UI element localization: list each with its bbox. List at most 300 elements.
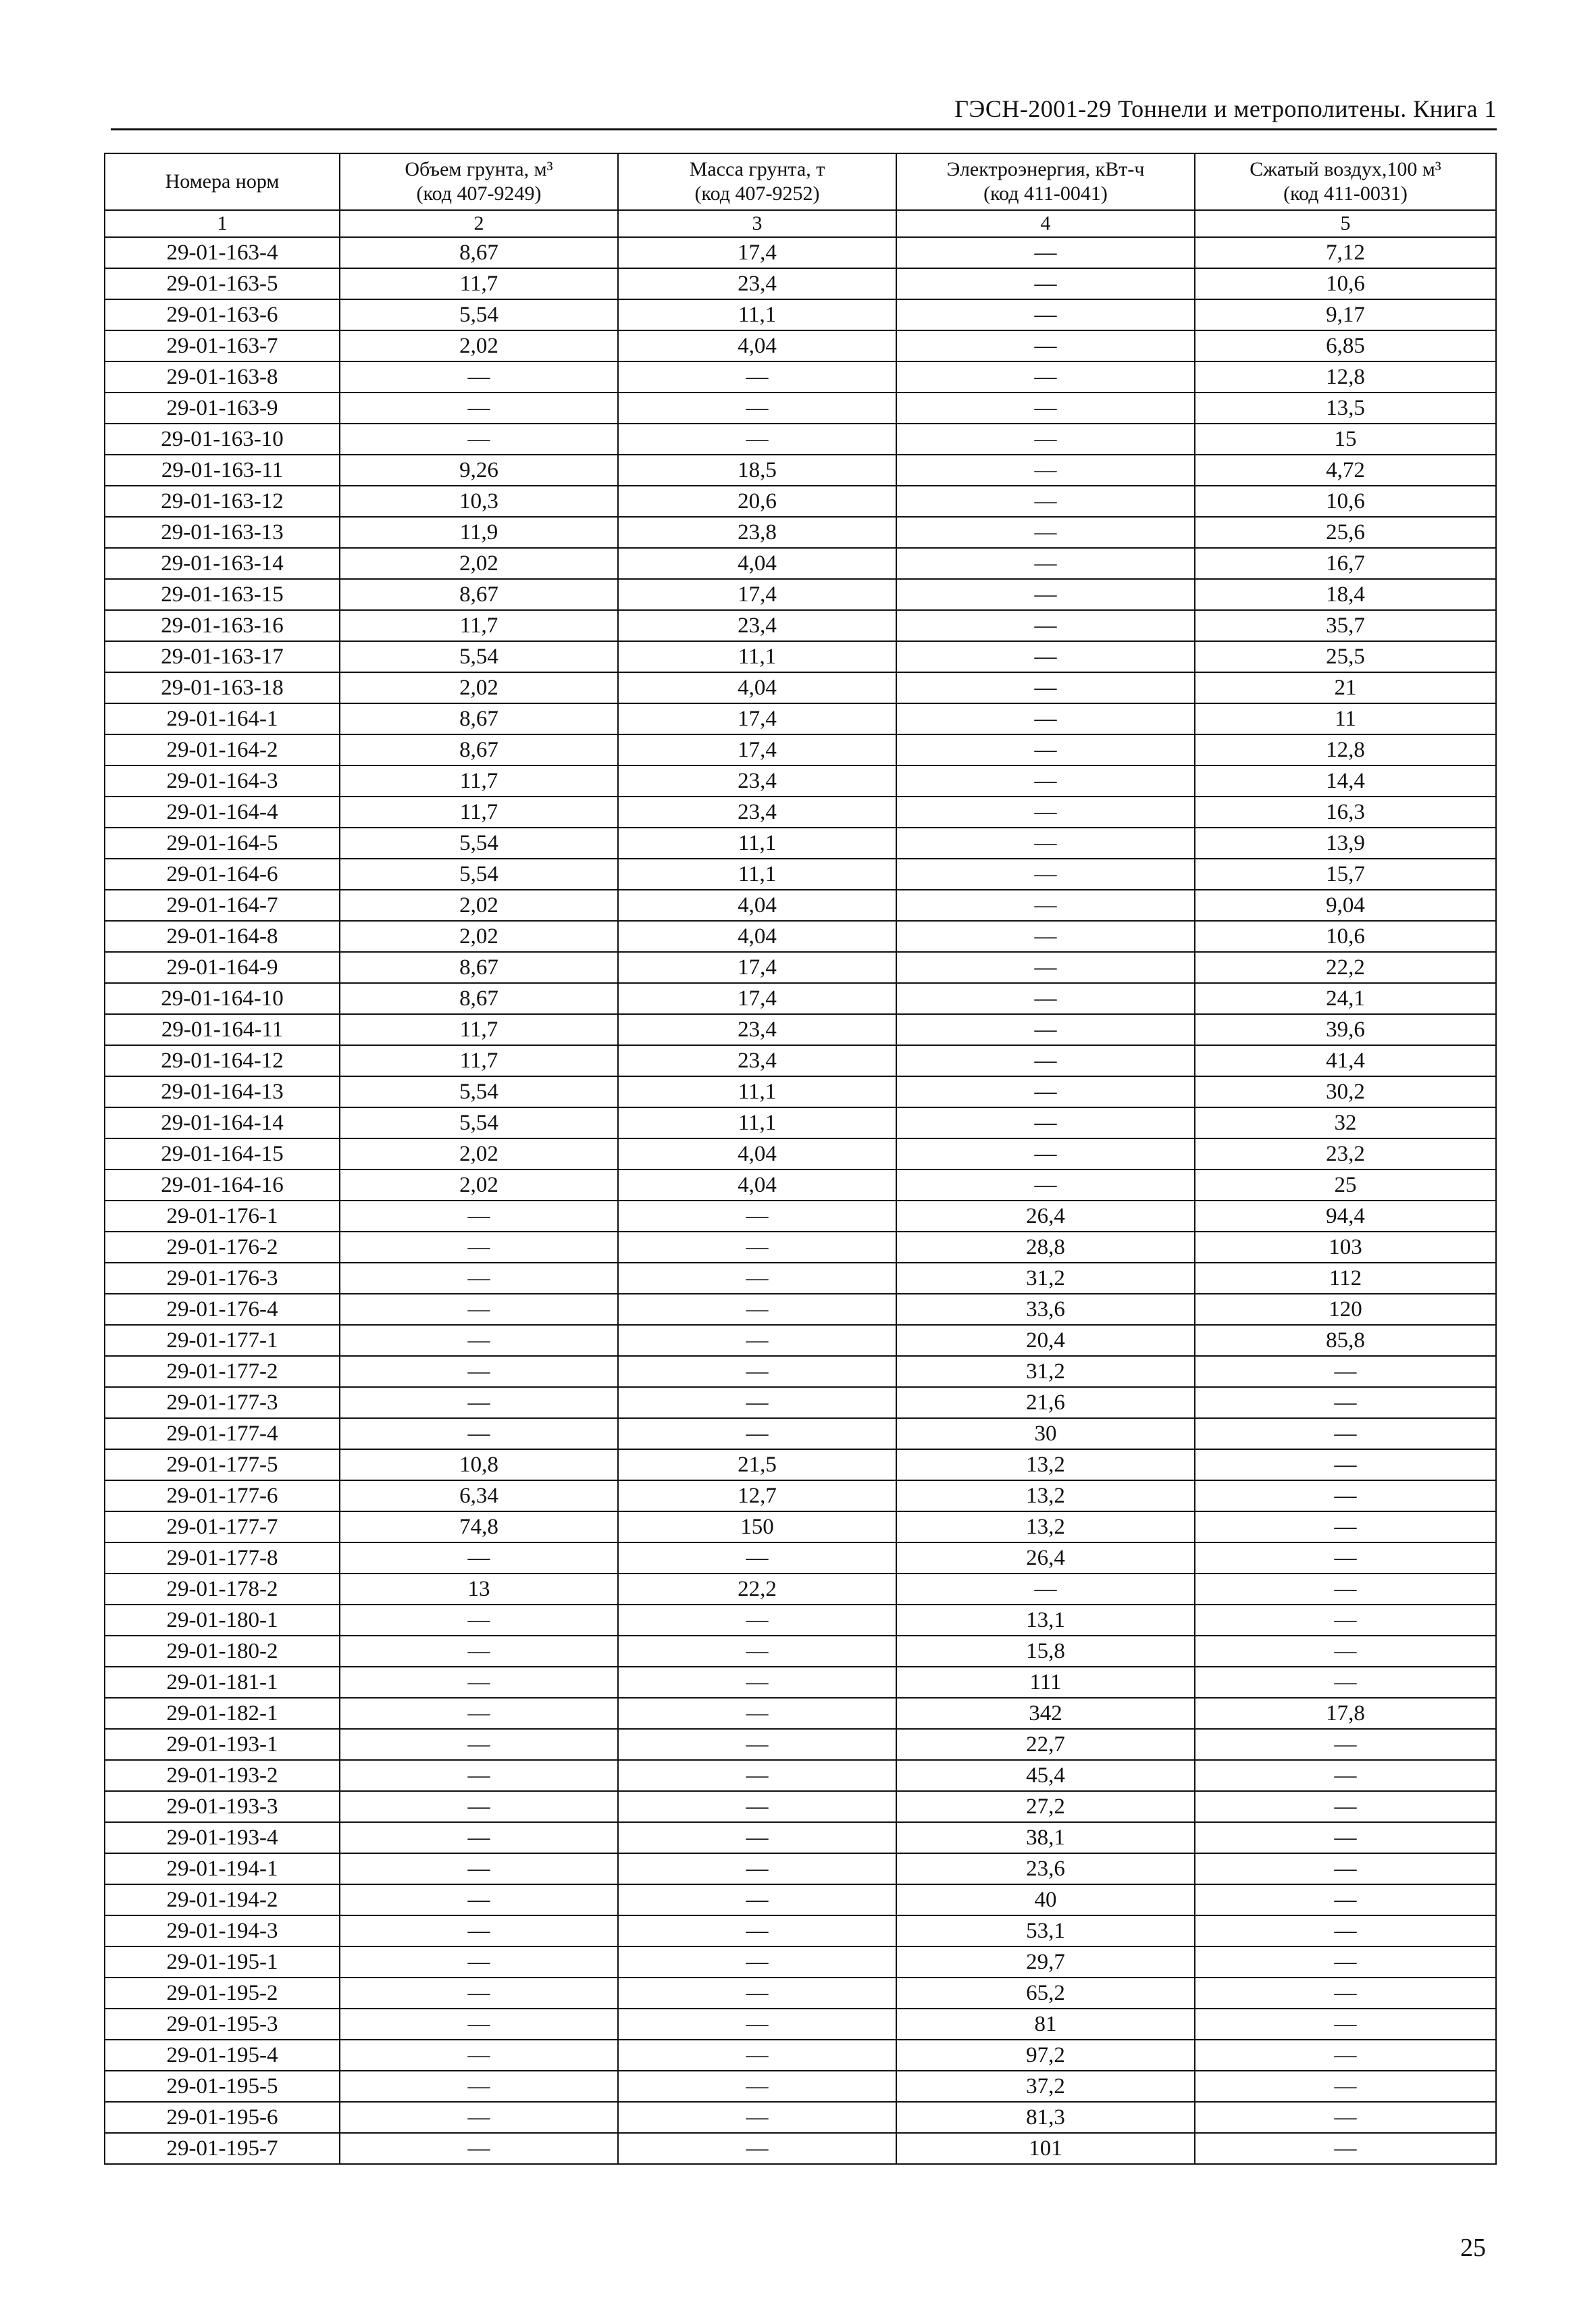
electricity-cell: 29,7 [896, 1946, 1195, 1978]
norm-number-cell: 29-01-181-1 [105, 1667, 340, 1698]
soil-mass-cell: — [618, 1325, 896, 1356]
soil-mass-cell: — [618, 2133, 896, 2164]
electricity-cell: 22,7 [896, 1729, 1195, 1760]
soil-mass-cell: 4,04 [618, 548, 896, 579]
table-row [105, 1325, 1496, 1356]
table-row [105, 1201, 1496, 1232]
compressed-air-cell: 18,4 [1195, 579, 1496, 610]
column-number: 4 [896, 210, 1195, 237]
soil-mass-cell: — [618, 1946, 896, 1978]
electricity-cell: 13,1 [896, 1605, 1195, 1636]
table-row [105, 1356, 1496, 1387]
norm-number-cell: 29-01-164-2 [105, 734, 340, 765]
soil-volume-cell: 2,02 [340, 1169, 618, 1201]
soil-volume-cell: — [340, 1791, 618, 1822]
table-row [105, 1760, 1496, 1791]
soil-volume-cell: 5,54 [340, 1107, 618, 1138]
soil-mass-cell: — [618, 1884, 896, 1915]
electricity-cell: — [896, 703, 1195, 734]
compressed-air-cell: — [1195, 1511, 1496, 1542]
soil-mass-cell: 150 [618, 1511, 896, 1542]
table-row [105, 1449, 1496, 1480]
soil-mass-cell: — [618, 2102, 896, 2133]
compressed-air-cell: 17,8 [1195, 1698, 1496, 1729]
compressed-air-cell: 12,8 [1195, 361, 1496, 393]
compressed-air-cell: 15 [1195, 424, 1496, 455]
norm-number-cell: 29-01-163-11 [105, 455, 340, 486]
norm-number-cell: 29-01-195-2 [105, 1978, 340, 2009]
soil-mass-cell: 20,6 [618, 486, 896, 517]
soil-volume-cell: 10,8 [340, 1449, 618, 1480]
soil-volume-cell: 8,67 [340, 703, 618, 734]
norm-number-cell: 29-01-194-1 [105, 1853, 340, 1884]
soil-mass-cell: — [618, 424, 896, 455]
electricity-cell: 21,6 [896, 1387, 1195, 1418]
norm-number-cell: 29-01-195-6 [105, 2102, 340, 2133]
table-row [105, 1138, 1496, 1169]
soil-mass-cell: — [618, 1729, 896, 1760]
soil-mass-cell: 23,4 [618, 765, 896, 797]
electricity-cell: 45,4 [896, 1760, 1195, 1791]
soil-volume-cell: 11,7 [340, 610, 618, 641]
norm-number-cell: 29-01-164-14 [105, 1107, 340, 1138]
norm-number-cell: 29-01-180-1 [105, 1605, 340, 1636]
column-header-line1: Сжатый воздух,100 м³ [1250, 158, 1441, 180]
norm-number-cell: 29-01-194-2 [105, 1884, 340, 1915]
table-row [105, 299, 1496, 330]
soil-volume-cell: — [340, 1760, 618, 1791]
soil-volume-cell: — [340, 2071, 618, 2102]
norm-number-cell: 29-01-164-10 [105, 983, 340, 1014]
table-row [105, 1511, 1496, 1542]
electricity-cell: — [896, 486, 1195, 517]
soil-mass-cell: 22,2 [618, 1574, 896, 1605]
soil-volume-cell: 8,67 [340, 734, 618, 765]
norm-number-cell: 29-01-163-17 [105, 641, 340, 672]
compressed-air-cell: — [1195, 1449, 1496, 1480]
soil-volume-cell: — [340, 1667, 618, 1698]
norm-number-cell: 29-01-177-1 [105, 1325, 340, 1356]
table-row [105, 1667, 1496, 1698]
soil-volume-cell: — [340, 1294, 618, 1325]
soil-mass-cell: — [618, 1418, 896, 1449]
table-row [105, 1169, 1496, 1201]
soil-mass-cell: — [618, 1667, 896, 1698]
norm-number-cell: 29-01-176-2 [105, 1232, 340, 1263]
column-header-compressed-air [1195, 153, 1496, 210]
compressed-air-cell: 120 [1195, 1294, 1496, 1325]
compressed-air-cell: — [1195, 1729, 1496, 1760]
norm-number-cell: 29-01-193-2 [105, 1760, 340, 1791]
column-header-line2: (код 407-9249) [416, 182, 542, 205]
table-row [105, 1076, 1496, 1107]
table-row [105, 1822, 1496, 1853]
compressed-air-cell: 10,6 [1195, 921, 1496, 952]
norm-number-cell: 29-01-164-15 [105, 1138, 340, 1169]
soil-mass-cell: 17,4 [618, 703, 896, 734]
table-row [105, 983, 1496, 1014]
soil-volume-cell: — [340, 2133, 618, 2164]
soil-mass-cell: 21,5 [618, 1449, 896, 1480]
soil-mass-cell: — [618, 1853, 896, 1884]
soil-volume-cell: 2,02 [340, 890, 618, 921]
table-row [105, 579, 1496, 610]
compressed-air-cell: — [1195, 2133, 1496, 2164]
soil-mass-cell: 17,4 [618, 734, 896, 765]
table-row [105, 486, 1496, 517]
table-row [105, 1480, 1496, 1511]
compressed-air-cell: — [1195, 1822, 1496, 1853]
compressed-air-cell: 25,6 [1195, 517, 1496, 548]
table-row [105, 393, 1496, 424]
norm-number-cell: 29-01-164-9 [105, 952, 340, 983]
soil-volume-cell: 10,3 [340, 486, 618, 517]
electricity-cell: 28,8 [896, 1232, 1195, 1263]
soil-mass-cell: — [618, 1387, 896, 1418]
soil-mass-cell: 17,4 [618, 952, 896, 983]
compressed-air-cell: 14,4 [1195, 765, 1496, 797]
soil-volume-cell: — [340, 393, 618, 424]
electricity-cell: — [896, 424, 1195, 455]
norms-table [104, 153, 1497, 2165]
electricity-cell: — [896, 455, 1195, 486]
table-row [105, 1946, 1496, 1978]
table-row [105, 1232, 1496, 1263]
column-header-line2: (код 411-0041) [983, 182, 1108, 205]
compressed-air-cell: 39,6 [1195, 1014, 1496, 1045]
norm-number-cell: 29-01-163-12 [105, 486, 340, 517]
electricity-cell: 33,6 [896, 1294, 1195, 1325]
norm-number-cell: 29-01-164-13 [105, 1076, 340, 1107]
soil-mass-cell: 23,8 [618, 517, 896, 548]
soil-mass-cell: — [618, 1201, 896, 1232]
soil-volume-cell: 5,54 [340, 299, 618, 330]
norm-number-cell: 29-01-177-2 [105, 1356, 340, 1387]
soil-volume-cell: 2,02 [340, 330, 618, 361]
table-row [105, 1418, 1496, 1449]
soil-volume-cell: — [340, 1946, 618, 1978]
table-row [105, 1294, 1496, 1325]
table-row [105, 268, 1496, 299]
electricity-cell: — [896, 299, 1195, 330]
compressed-air-cell: 21 [1195, 672, 1496, 703]
soil-mass-cell: 23,4 [618, 268, 896, 299]
soil-volume-cell: 11,7 [340, 1045, 618, 1076]
column-number: 5 [1195, 210, 1496, 237]
soil-volume-cell: — [340, 1822, 618, 1853]
electricity-cell: — [896, 952, 1195, 983]
table-row [105, 1014, 1496, 1045]
electricity-cell: — [896, 797, 1195, 828]
soil-volume-cell: 11,9 [340, 517, 618, 548]
soil-volume-cell: — [340, 1636, 618, 1667]
soil-volume-cell: — [340, 1387, 618, 1418]
table-row [105, 2133, 1496, 2164]
norm-number-cell: 29-01-163-10 [105, 424, 340, 455]
soil-volume-cell: — [340, 1542, 618, 1574]
soil-volume-cell: 2,02 [340, 548, 618, 579]
electricity-cell: — [896, 1107, 1195, 1138]
electricity-cell: 31,2 [896, 1356, 1195, 1387]
electricity-cell: 20,4 [896, 1325, 1195, 1356]
soil-volume-cell: 5,54 [340, 859, 618, 890]
table-row [105, 765, 1496, 797]
table-row [105, 1107, 1496, 1138]
soil-volume-cell: 11,7 [340, 268, 618, 299]
electricity-cell: — [896, 268, 1195, 299]
compressed-air-cell: 4,72 [1195, 455, 1496, 486]
table-header-row [105, 153, 1496, 210]
header-rule [111, 128, 1497, 130]
table-row [105, 1915, 1496, 1946]
norm-number-cell: 29-01-164-4 [105, 797, 340, 828]
compressed-air-cell: 9,17 [1195, 299, 1496, 330]
compressed-air-cell: 7,12 [1195, 237, 1496, 268]
table-row [105, 890, 1496, 921]
norm-number-cell: 29-01-193-4 [105, 1822, 340, 1853]
norm-number-cell: 29-01-163-13 [105, 517, 340, 548]
electricity-cell: — [896, 1045, 1195, 1076]
soil-volume-cell: — [340, 2009, 618, 2040]
norm-number-cell: 29-01-163-5 [105, 268, 340, 299]
electricity-cell: — [896, 983, 1195, 1014]
table-row [105, 548, 1496, 579]
table-row [105, 703, 1496, 734]
soil-mass-cell: — [618, 1232, 896, 1263]
compressed-air-cell: 30,2 [1195, 1076, 1496, 1107]
compressed-air-cell: 16,7 [1195, 548, 1496, 579]
compressed-air-cell: 25,5 [1195, 641, 1496, 672]
table-row [105, 921, 1496, 952]
table-row [105, 424, 1496, 455]
soil-volume-cell: — [340, 1853, 618, 1884]
soil-mass-cell: 4,04 [618, 921, 896, 952]
column-number-row [105, 210, 1496, 237]
table-row [105, 1791, 1496, 1822]
table-row [105, 1636, 1496, 1667]
soil-mass-cell: — [618, 1294, 896, 1325]
compressed-air-cell: 32 [1195, 1107, 1496, 1138]
norm-number-cell: 29-01-177-6 [105, 1480, 340, 1511]
compressed-air-cell: 16,3 [1195, 797, 1496, 828]
compressed-air-cell: — [1195, 2102, 1496, 2133]
soil-mass-cell: 23,4 [618, 1045, 896, 1076]
norm-number-cell: 29-01-164-1 [105, 703, 340, 734]
norm-number-cell: 29-01-194-3 [105, 1915, 340, 1946]
norm-number-cell: 29-01-163-9 [105, 393, 340, 424]
soil-volume-cell: — [340, 1232, 618, 1263]
compressed-air-cell: — [1195, 1667, 1496, 1698]
soil-volume-cell: — [340, 1978, 618, 2009]
table-row [105, 859, 1496, 890]
soil-mass-cell: 23,4 [618, 610, 896, 641]
electricity-cell: — [896, 1574, 1195, 1605]
norm-number-cell: 29-01-164-3 [105, 765, 340, 797]
soil-mass-cell: 11,1 [618, 1107, 896, 1138]
compressed-air-cell: — [1195, 1946, 1496, 1978]
electricity-cell: — [896, 393, 1195, 424]
compressed-air-cell: 23,2 [1195, 1138, 1496, 1169]
table-row [105, 330, 1496, 361]
electricity-cell: — [896, 641, 1195, 672]
table-row [105, 2071, 1496, 2102]
norm-number-cell: 29-01-163-15 [105, 579, 340, 610]
norm-number-cell: 29-01-193-3 [105, 1791, 340, 1822]
electricity-cell: — [896, 361, 1195, 393]
electricity-cell: — [896, 859, 1195, 890]
compressed-air-cell: 10,6 [1195, 486, 1496, 517]
electricity-cell: — [896, 890, 1195, 921]
soil-volume-cell: — [340, 1729, 618, 1760]
column-header-line1: Масса грунта, т [689, 158, 825, 180]
soil-mass-cell: 23,4 [618, 797, 896, 828]
soil-volume-cell: — [340, 1418, 618, 1449]
compressed-air-cell: 41,4 [1195, 1045, 1496, 1076]
table-row [105, 1542, 1496, 1574]
compressed-air-cell: — [1195, 1605, 1496, 1636]
soil-volume-cell: 8,67 [340, 952, 618, 983]
electricity-cell: 15,8 [896, 1636, 1195, 1667]
compressed-air-cell: 85,8 [1195, 1325, 1496, 1356]
soil-mass-cell: — [618, 1822, 896, 1853]
column-header-line2: (код 411-0031) [1283, 182, 1408, 205]
compressed-air-cell: — [1195, 1574, 1496, 1605]
compressed-air-cell: — [1195, 1480, 1496, 1511]
compressed-air-cell: — [1195, 1542, 1496, 1574]
norm-number-cell: 29-01-163-18 [105, 672, 340, 703]
electricity-cell: — [896, 330, 1195, 361]
column-header-norm-numbers [105, 153, 340, 210]
soil-volume-cell: — [340, 1201, 618, 1232]
soil-mass-cell: — [618, 1636, 896, 1667]
soil-mass-cell: — [618, 2071, 896, 2102]
soil-volume-cell: 2,02 [340, 921, 618, 952]
soil-mass-cell: 11,1 [618, 859, 896, 890]
norm-number-cell: 29-01-195-5 [105, 2071, 340, 2102]
table-row [105, 1978, 1496, 2009]
electricity-cell: 342 [896, 1698, 1195, 1729]
compressed-air-cell: 22,2 [1195, 952, 1496, 983]
soil-volume-cell: 5,54 [340, 828, 618, 859]
table-row [105, 2102, 1496, 2133]
soil-volume-cell: — [340, 1263, 618, 1294]
page-number: 25 [1460, 2234, 1486, 2262]
soil-volume-cell: 9,26 [340, 455, 618, 486]
norm-number-cell: 29-01-163-14 [105, 548, 340, 579]
compressed-air-cell: 9,04 [1195, 890, 1496, 921]
compressed-air-cell: 12,8 [1195, 734, 1496, 765]
norm-number-cell: 29-01-177-4 [105, 1418, 340, 1449]
compressed-air-cell: — [1195, 1978, 1496, 2009]
compressed-air-cell: — [1195, 1418, 1496, 1449]
soil-volume-cell: — [340, 1884, 618, 1915]
table-row [105, 1884, 1496, 1915]
soil-volume-cell: 2,02 [340, 672, 618, 703]
compressed-air-cell: 112 [1195, 1263, 1496, 1294]
compressed-air-cell: — [1195, 1636, 1496, 1667]
soil-volume-cell: — [340, 1605, 618, 1636]
electricity-cell: 53,1 [896, 1915, 1195, 1946]
table-row [105, 517, 1496, 548]
compressed-air-cell: — [1195, 2071, 1496, 2102]
compressed-air-cell: 35,7 [1195, 610, 1496, 641]
norm-number-cell: 29-01-164-12 [105, 1045, 340, 1076]
electricity-cell: 101 [896, 2133, 1195, 2164]
electricity-cell: — [896, 734, 1195, 765]
norm-number-cell: 29-01-163-4 [105, 237, 340, 268]
column-number: 2 [340, 210, 618, 237]
soil-mass-cell: 17,4 [618, 237, 896, 268]
column-header-soil-volume [340, 153, 618, 210]
norm-number-cell: 29-01-164-5 [105, 828, 340, 859]
soil-volume-cell: 5,54 [340, 1076, 618, 1107]
table-row [105, 1605, 1496, 1636]
soil-mass-cell: — [618, 1698, 896, 1729]
compressed-air-cell: — [1195, 2009, 1496, 2040]
electricity-cell: 111 [896, 1667, 1195, 1698]
soil-volume-cell: 5,54 [340, 641, 618, 672]
table-row [105, 610, 1496, 641]
electricity-cell: 13,2 [896, 1480, 1195, 1511]
compressed-air-cell: — [1195, 1760, 1496, 1791]
soil-mass-cell: 18,5 [618, 455, 896, 486]
soil-mass-cell: 4,04 [618, 672, 896, 703]
column-header-line1: Электроэнергия, кВт-ч [946, 158, 1145, 180]
column-header-line1: Объем грунта, м³ [405, 158, 553, 180]
electricity-cell: — [896, 1014, 1195, 1045]
compressed-air-cell: 13,5 [1195, 393, 1496, 424]
soil-mass-cell: — [618, 1791, 896, 1822]
soil-mass-cell: 11,1 [618, 641, 896, 672]
norm-number-cell: 29-01-164-6 [105, 859, 340, 890]
soil-mass-cell: — [618, 1542, 896, 1574]
norm-number-cell: 29-01-164-11 [105, 1014, 340, 1045]
soil-mass-cell: — [618, 2040, 896, 2071]
norm-number-cell: 29-01-163-7 [105, 330, 340, 361]
norm-number-cell: 29-01-176-1 [105, 1201, 340, 1232]
soil-mass-cell: — [618, 1605, 896, 1636]
compressed-air-cell: — [1195, 2040, 1496, 2071]
compressed-air-cell: 94,4 [1195, 1201, 1496, 1232]
norm-number-cell: 29-01-195-1 [105, 1946, 340, 1978]
table-row [105, 1698, 1496, 1729]
electricity-cell: 97,2 [896, 2040, 1195, 2071]
compressed-air-cell: 25 [1195, 1169, 1496, 1201]
norm-number-cell: 29-01-164-7 [105, 890, 340, 921]
compressed-air-cell: — [1195, 1387, 1496, 1418]
soil-mass-cell: 11,1 [618, 299, 896, 330]
table-row [105, 828, 1496, 859]
compressed-air-cell: 11 [1195, 703, 1496, 734]
column-header-electricity [896, 153, 1195, 210]
soil-volume-cell: 11,7 [340, 797, 618, 828]
norm-number-cell: 29-01-164-8 [105, 921, 340, 952]
electricity-cell: 81,3 [896, 2102, 1195, 2133]
norm-number-cell: 29-01-178-2 [105, 1574, 340, 1605]
table-row [105, 1387, 1496, 1418]
electricity-cell: 38,1 [896, 1822, 1195, 1853]
compressed-air-cell: — [1195, 1356, 1496, 1387]
soil-mass-cell: — [618, 1978, 896, 2009]
electricity-cell: — [896, 610, 1195, 641]
soil-mass-cell: — [618, 1356, 896, 1387]
column-header-line2: (код 407-9252) [694, 182, 820, 205]
soil-mass-cell: 17,4 [618, 983, 896, 1014]
compressed-air-cell: 6,85 [1195, 330, 1496, 361]
soil-mass-cell: 12,7 [618, 1480, 896, 1511]
compressed-air-cell: 15,7 [1195, 859, 1496, 890]
electricity-cell: — [896, 672, 1195, 703]
